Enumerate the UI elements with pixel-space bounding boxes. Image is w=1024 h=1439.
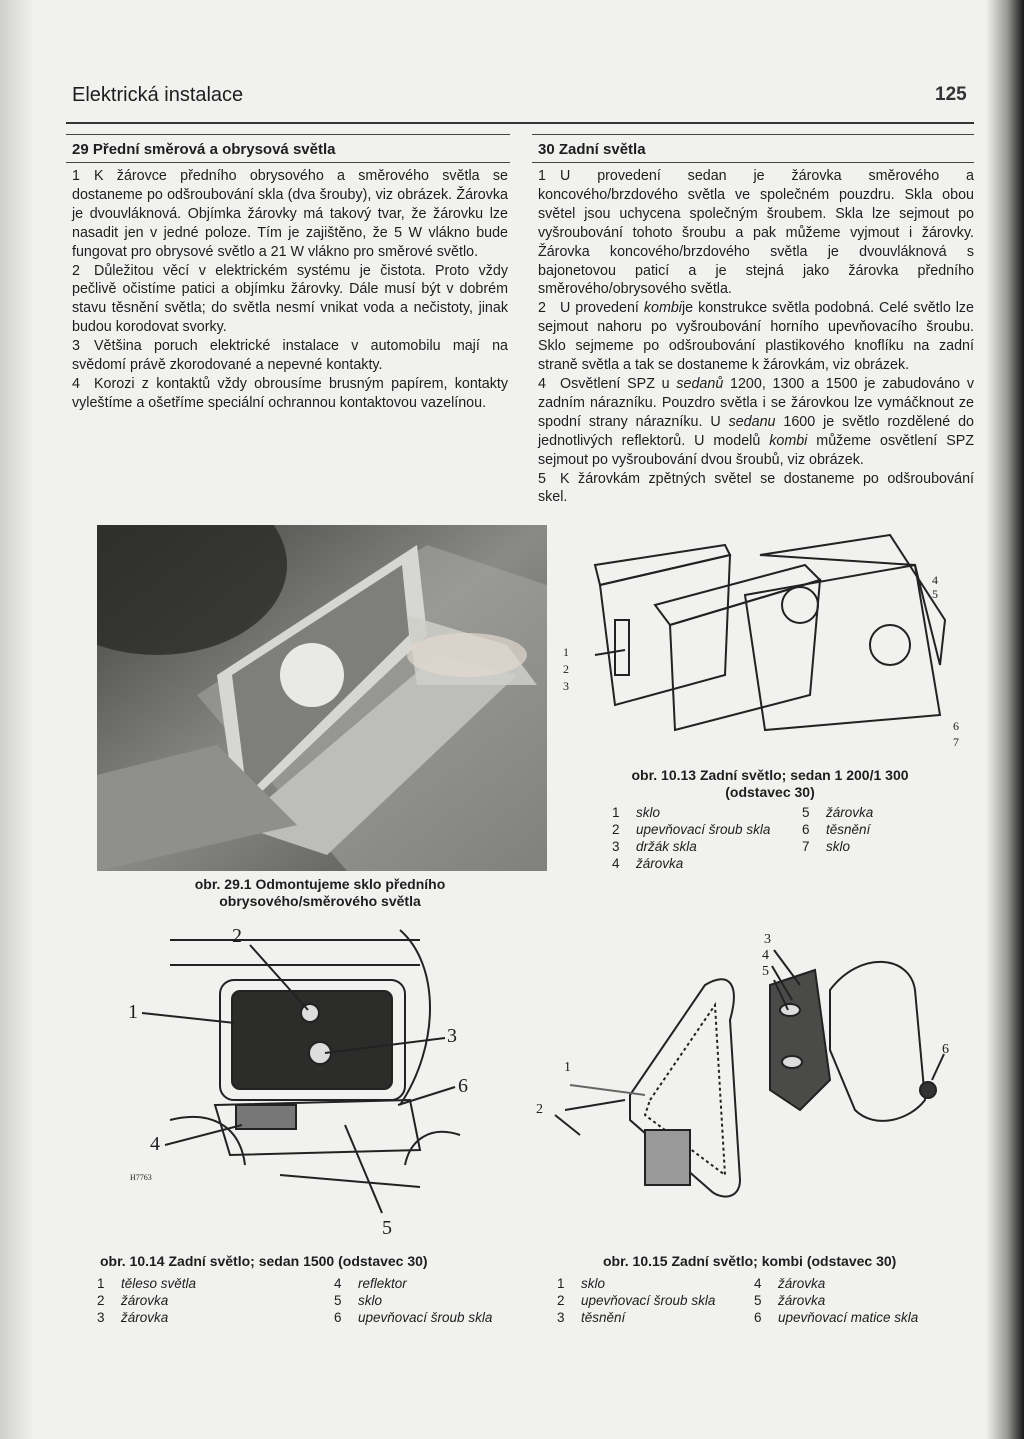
paragraph: 4 Korozi z kontaktů vždy obrousíme brusným papírem, kontakty vyleštíme a ošetříme speciální ochrannou kontaktovou vazelínou. [72,375,508,411]
header-rule [66,122,974,124]
callout-label: 1 [128,1001,138,1023]
paragraph: 1 U provedení sedan je žárovka směrového a koncového/brzdového světla ve společném pouzdru. Skla obou světel jsou uchycena společným šroubem. Skla lze sejmout po vyšroubování tohoto šroubu a pak můžeme vyjmout i žárovky. Žárovka koncového/brzdového světla je dvouvláknová s bajonetovou paticí a je stejná jako žárovka předního směrového/obrysového světla. [538,168,974,298]
paragraph: 2 U provedení kombije konstrukce světla podobná. Celé světlo lze sejmout nahoru po vyšroubování horního upevňovacího šroubu. Sklo sejmeme po odšroubování plastikového knoflíku na zadní straně světla a tak se dostaneme k žárovkám, viz obrázek. [538,300,975,374]
section-29-title: 29 Přední směrová a obrysová světla [72,141,336,158]
callout-label: 4 [150,1133,160,1155]
caption-fig-10-15: obr. 10.15 Zadní světlo; kombi (odstavec 30) [603,1253,897,1269]
diagram-rear-light-kombi [530,930,970,1240]
page-gutter-shadow [0,0,34,1439]
section-29-body [72,167,508,413]
paragraph: 5 K žárovkám zpětných světel se dostaneme po odšroubování skel. [538,470,974,506]
figure-code: H7763 [130,1173,152,1182]
callout-label: 6 [953,719,959,733]
running-header: Elektrická instalace [72,84,244,106]
caption-fig-10-14: obr. 10.14 Zadní světlo; sedan 1500 (odstavec 30) [100,1253,428,1269]
section-rule [66,162,510,163]
callout-label: 6 [458,1075,468,1097]
callout-label: 5 [932,587,938,601]
legend-fig-10-13: 1 sklo 2 upevňovací šroub skla 3 držák skla 4 žárovka 5 žárovka 6 těsnění 7 sklo [612,805,874,871]
callout-label: 4 [762,948,769,963]
caption-fig-10-13: obr. 10.13 Zadní světlo; sedan 1 200/1 300 (odstavec 30) [631,767,909,800]
callout-label: 7 [953,735,959,749]
page-number: 125 [935,84,967,105]
paragraph: 4 Osvětlení SPZ u sedanů 1200, 1300 a 1500 je zabudováno v zadním nárazníku. Pouzdro světla i se žárovkou lze vymáčknout ze spodní strany nárazníku. U sedanu 1600 je světlo rozdělené do jednotlivých reflektorů. U modelů kombi můžeme osvětlení SPZ sejmout po vyšroubování dvou šroubů, viz obrázek. [538,375,975,468]
legend-fig-10-15: 1 sklo 2 upevňovací šroub skla 3 těsnění 4 žárovka 5 žárovka 6 upevňovací matice skla [557,1276,919,1325]
section-rule [532,134,974,135]
callout-label: 1 [563,645,569,659]
page-edge-shadow [986,0,1024,1439]
paragraph: 2 Důležitou věcí v elektrickém systému je čistota. Proto vždy pečlivě očistíme patici a objímku žárovky. Dále musí být v dobrém stavu těsnění světla; do světla nesmí vnikat voda a nečistoty, jinak budou korodovat svorky. [72,262,508,336]
callout-label: 3 [447,1025,457,1047]
callout-label: 5 [762,964,769,979]
section-rule [66,134,510,135]
paragraph: 3 Většina poruch elektrické instalace v automobilu mají na svědomí právě zkorodované a nepevné kontakty. [72,338,508,374]
callout-label: 2 [536,1102,543,1117]
section-30-title: 30 Zadní světla [538,141,646,158]
callout-label: 3 [563,679,569,693]
callout-label: 2 [232,925,242,947]
caption-fig-29-1: obr. 29.1 Odmontujeme sklo předního obrysového/směrového světla [194,876,446,909]
callout-label: 1 [564,1060,571,1075]
diagram-rear-light-sedan-1500 [120,925,500,1245]
callout-label: 3 [764,932,771,947]
photo-front-light [97,525,547,871]
callout-label: 4 [932,573,938,587]
legend-fig-10-14: 1 těleso světla 2 žárovka 3 žárovka 4 reflektor 5 sklo 6 upevňovací šroub skla [97,1276,493,1325]
callout-label: 6 [942,1042,949,1057]
callout-label: 5 [382,1217,392,1239]
paragraph: 1 K žárovce předního obrysového a směrového světla se dostaneme po odšroubování skla (dva šrouby), viz obrázek. Žárovka je dvouvláknová. Objímka žárovky má takový tvar, že žárovku lze nasadit jen v jedné poloze. Tím je zajištěno, že 5 W vlákno bude fungovat pro obrysové světlo a 21 W vlákno pro směrové světlo. [72,168,508,260]
section-30-body [538,167,974,507]
section-rule [532,162,974,163]
diagram-rear-light-sedan-1200 [555,525,970,765]
callout-label: 2 [563,662,569,676]
